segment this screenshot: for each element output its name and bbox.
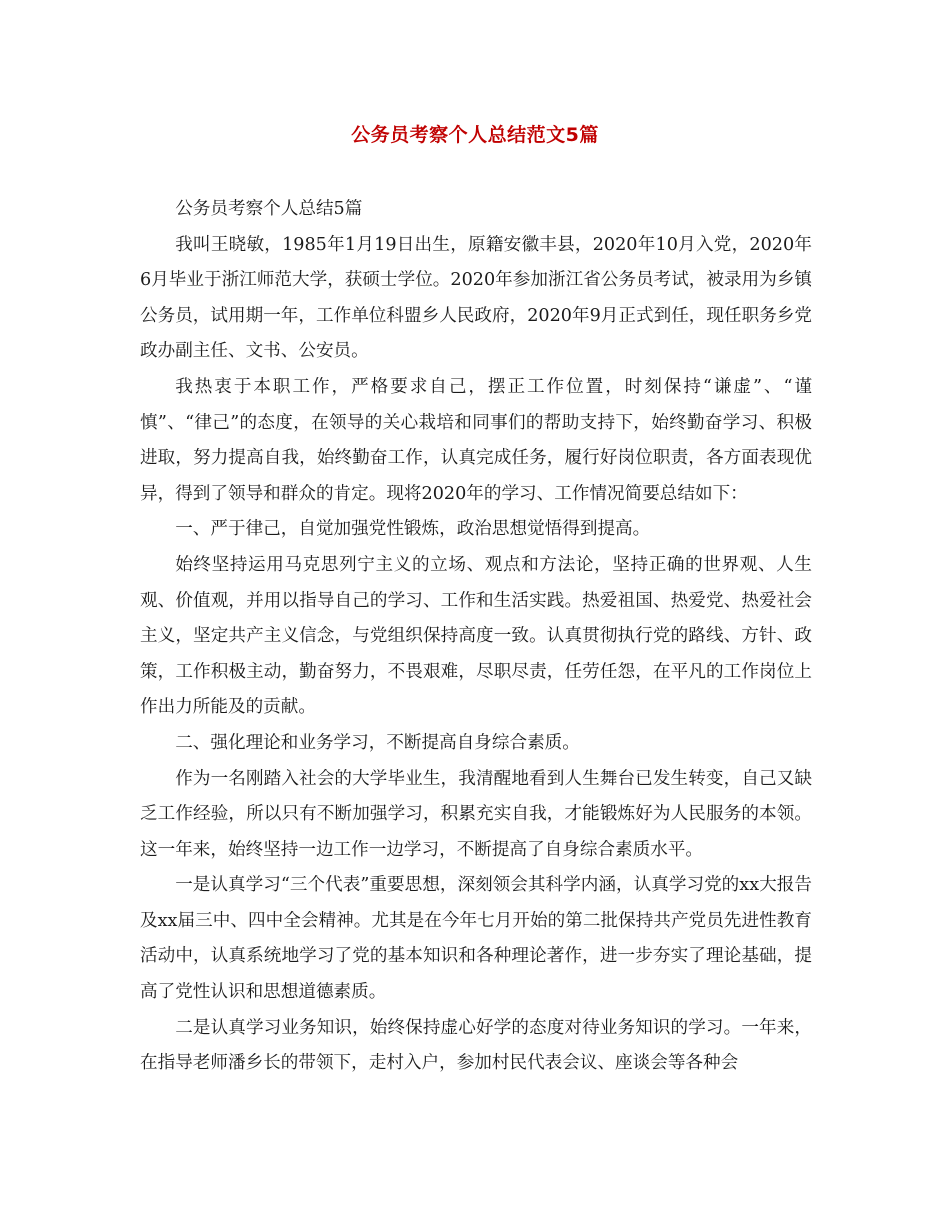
document-body [140,192,812,1082]
paragraph-attitude: 我热衷于本职工作，严格要求自己，摆正工作位置，时刻保持“谦虚”、“谨慎”、“律己”的态度，在领导的关心栽培和同事们的帮助支持下，始终勤奋学习、积极进取，努力提高自我，始终勤奋工作，认真完成任务，履行好岗位职责，各方面表现优异，得到了领导和群众的肯定。现将2020年的学习、工作情况简要总结如下： [140,376,812,504]
paragraph-business: 二是认真学习业务知识，始终保持虚心好学的态度对待业务知识的学习。一年来，在指导老师潘乡长的带领下，走村入户，参加村民代表会议、座谈会等各种会 [140,1017,812,1074]
paragraph-political: 始终坚持运用马克思列宁主义的立场、观点和方法论，坚持正确的世界观、人生观、价值观，并用以指导自己的学习、工作和生活实践。热爱祖国、热爱党、热爱社会主义，坚定共产主义信念，与党组织保持高度一致。认真贯彻执行党的路线、方针、政策，工作积极主动，勤奋努力，不畏艰难，尽职尽责，任劳任怨，在平凡的工作岗位上作出力所能及的贡献。 [140,554,812,718]
paragraph-theory: 一是认真学习“三个代表”重要思想，深刻领会其科学内涵，认真学习党的xx大报告及xx届三中、四中全会精神。尤其是在今年七月开始的第二批保持共产党员先进性教育活动中，认真系统地学习了党的基本知识和各种理论著作，进一步夯实了理论基础，提高了党性认识和思想道德素质。 [140,875,812,1003]
document-title: 公务员考察个人总结范文5篇 [351,124,599,146]
paragraph-intro: 我叫王晓敏，1985年1月19日出生，原籍安徽丰县，2020年10月入党，2020年6月毕业于浙江师范大学，获硕士学位。2020年参加浙江省公务员考试，被录用为乡镇公务员，试用期一年，工作单位科盟乡人民政府，2020年9月正式到任，现任职务乡党政办副主任、文书、公安员。 [140,234,812,362]
section-heading-1: 一、严于律己，自觉加强党性锻炼，政治思想觉悟得到提高。 [175,519,651,540]
section-heading-2: 二、强化理论和业务学习，不断提高自身综合素质。 [175,732,580,753]
paragraph-learning: 作为一名刚踏入社会的大学毕业生，我清醒地看到人生舞台已发生转变，自己又缺乏工作经验，所以只有不断加强学习，积累充实自我，才能锻炼好为人民服务的本领。这一年来，始终坚持一边工作一边学习，不断提高了自身综合素质水平。 [140,768,812,860]
paragraph-subtitle: 公务员考察个人总结5篇 [175,199,363,219]
